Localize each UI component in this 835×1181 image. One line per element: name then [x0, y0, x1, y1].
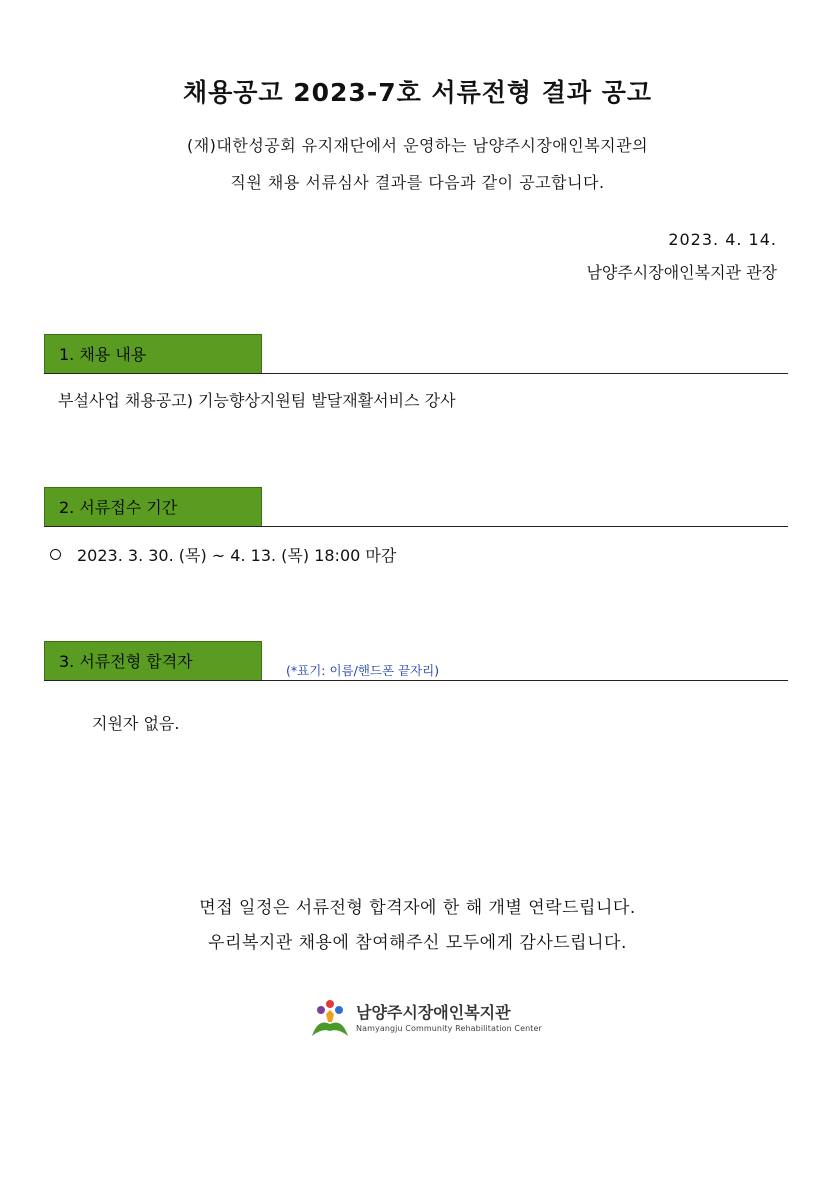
notation-note: (*표기: 이름/핸드폰 끝자리): [286, 663, 440, 678]
logo-name-english: Namyangju Community Rehabilitation Center: [356, 1023, 542, 1033]
section-header-period: [44, 487, 788, 527]
period-row: [50, 543, 396, 566]
circle-bullet-icon: [50, 549, 61, 560]
section-title-recruitment: 1. 채용 내용: [44, 334, 262, 373]
people-logo-icon: [308, 998, 352, 1038]
organization-logo: [308, 998, 542, 1038]
page-title: 채용공고 2023-7호 서류전형 결과 공고: [182, 78, 653, 107]
announcement-date: 2023. 4. 14.: [668, 230, 777, 249]
section-header-recruitment: [44, 334, 788, 374]
section-title-passers: 3. 서류전형 합격자: [44, 641, 262, 680]
logo-name-korean: 남양주시장애인복지관: [356, 1002, 511, 1022]
closing-line-1: 면접 일정은 서류전형 합격자에 한 해 개별 연락드립니다.: [199, 898, 636, 918]
section-title-period: 2. 서류접수 기간: [44, 487, 262, 526]
issuer: 남양주시장애인복지관 관장: [586, 263, 777, 282]
recruitment-content: 부설사업 채용공고) 기능향상지원팀 발달재활서비스 강사: [58, 391, 456, 410]
intro-line-1: (재)대한성공회 유지재단에서 운영하는 남양주시장애인복지관의: [186, 136, 649, 155]
intro-line-2: 직원 채용 서류심사 결과를 다음과 같이 공고합니다.: [230, 173, 605, 192]
passers-result: 지원자 없음.: [92, 714, 180, 733]
period-text: 2023. 3. 30. (목) ~ 4. 13. (목) 18:00 마감: [77, 546, 397, 565]
closing-line-2: 우리복지관 채용에 참여해주신 모두에게 감사드립니다.: [208, 933, 627, 953]
